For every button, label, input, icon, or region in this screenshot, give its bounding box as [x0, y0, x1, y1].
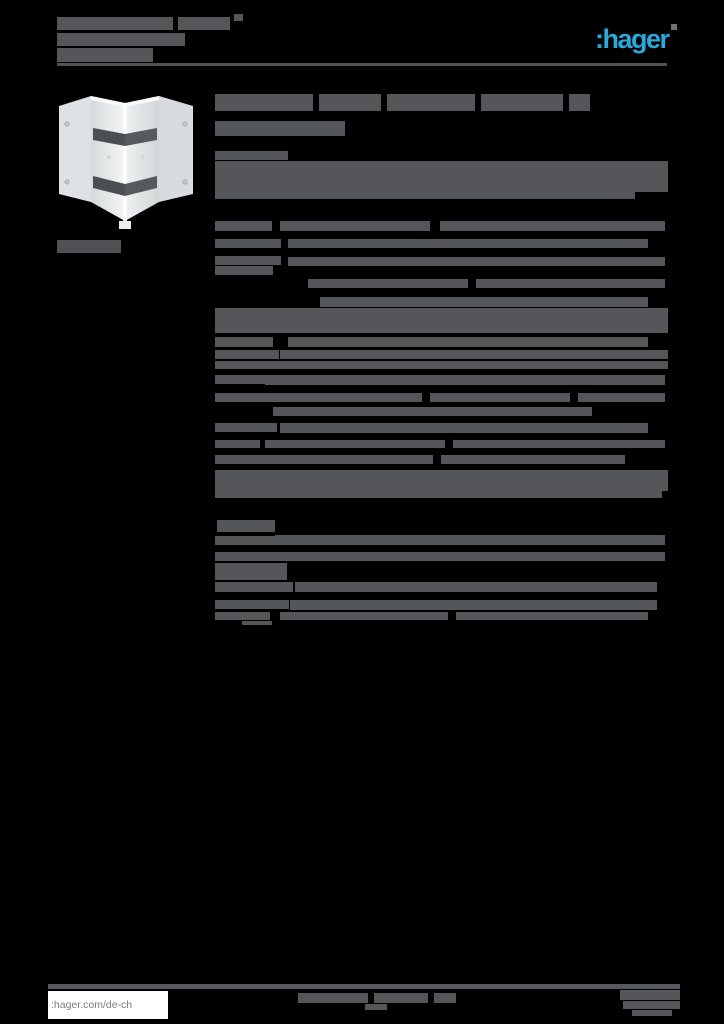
s2-row5-descender [242, 621, 272, 625]
title-seg-5 [569, 94, 590, 111]
corner-bottom-tab [119, 221, 131, 229]
s1-row12-value-a [265, 440, 445, 448]
s2-row5-label [215, 612, 270, 620]
footer-link[interactable]: :hager.com/de-ch [51, 999, 133, 1011]
s1-row2-label [215, 239, 281, 248]
s1-row11-value [280, 423, 648, 433]
s2-row1-label [215, 536, 275, 545]
s2-row3-label [215, 582, 293, 592]
s1-row9-value-a [272, 393, 422, 402]
s2-row4-label [215, 600, 289, 609]
header-rule [57, 63, 667, 66]
s1-row3-label-a [215, 256, 281, 265]
footer-center-descender [365, 1004, 387, 1010]
s1-row1-value-b [440, 221, 665, 231]
s1-row5-value [320, 297, 648, 307]
s1-row7-value [280, 350, 668, 359]
screw-hole [65, 122, 69, 126]
footer-center-b [374, 993, 428, 1003]
header-line2 [57, 33, 185, 46]
corner-right-wall [125, 96, 159, 221]
product-caption [57, 240, 121, 253]
screw-hole [107, 155, 110, 158]
s2-header [217, 520, 275, 532]
s1-row8-value [265, 375, 665, 385]
header-line1-b [178, 17, 230, 30]
corner-left-flange [59, 96, 91, 202]
s1-row9-value-b [430, 393, 570, 402]
title-seg-1 [215, 94, 313, 111]
corner-left-wall [91, 96, 125, 221]
footer-link-box [48, 991, 168, 1019]
s2-row5-value-b [456, 612, 648, 620]
title-seg-4 [481, 94, 563, 111]
s1-row13-value-a [265, 455, 433, 464]
footer-center-c [434, 993, 456, 1003]
footer-center-a [298, 993, 368, 1003]
s1-row4-value-b [476, 279, 665, 288]
header-line3 [57, 48, 153, 62]
s1-row7-cont [215, 361, 668, 369]
s1-paragraph-3 [215, 470, 668, 491]
s1-row6-label [215, 337, 273, 347]
header-line1-a [57, 17, 173, 30]
hager-logo-text: :hager [595, 24, 669, 54]
s1-row2-value [288, 239, 648, 248]
s2-label-block [215, 563, 287, 580]
header-superscript [234, 14, 243, 21]
footer-right-line2 [623, 1001, 680, 1009]
footer-rule [48, 984, 680, 989]
screw-hole [65, 180, 69, 184]
s1-row1-label [215, 221, 272, 231]
s1-row3-label-b [215, 266, 273, 275]
s1-row6-value [288, 337, 648, 347]
s1-row13-value-b [441, 455, 625, 464]
product-image [57, 90, 200, 232]
footer-right-line3 [632, 1010, 672, 1016]
s1-label-1 [215, 151, 288, 160]
screw-hole [183, 180, 187, 184]
title-seg-2 [319, 94, 381, 111]
s1-row9-value-c [578, 393, 665, 402]
s2-row3-value [295, 582, 657, 592]
title-seg-3 [387, 94, 475, 111]
s1-row4-value-a [308, 279, 468, 288]
s1-row11-label [215, 423, 277, 432]
s1-row12-value-b [453, 440, 665, 448]
s1-row3-value [288, 257, 665, 266]
s2-row2-value [273, 552, 665, 561]
screw-hole [141, 155, 144, 158]
s1-row12-label [215, 440, 260, 448]
s1-row7-label [215, 350, 279, 359]
s1-row1-value-a [280, 221, 430, 231]
s1-paragraph-3-last [215, 491, 662, 498]
s1-row10-value [273, 407, 592, 416]
s1-paragraph-1-last [215, 192, 635, 199]
footer-right-line1 [620, 990, 680, 1000]
s1-paragraph-1 [215, 161, 668, 192]
s2-row1-value [275, 535, 665, 545]
hager-logo [595, 24, 675, 58]
screw-hole [183, 122, 187, 126]
s2-row4-value [290, 600, 657, 610]
corner-crease [123, 103, 127, 221]
subtitle [215, 121, 345, 136]
corner-right-flange [159, 96, 193, 202]
s2-row2-label [215, 552, 279, 561]
s2-row5-value-a [280, 612, 448, 620]
s1-paragraph-2 [215, 308, 668, 333]
